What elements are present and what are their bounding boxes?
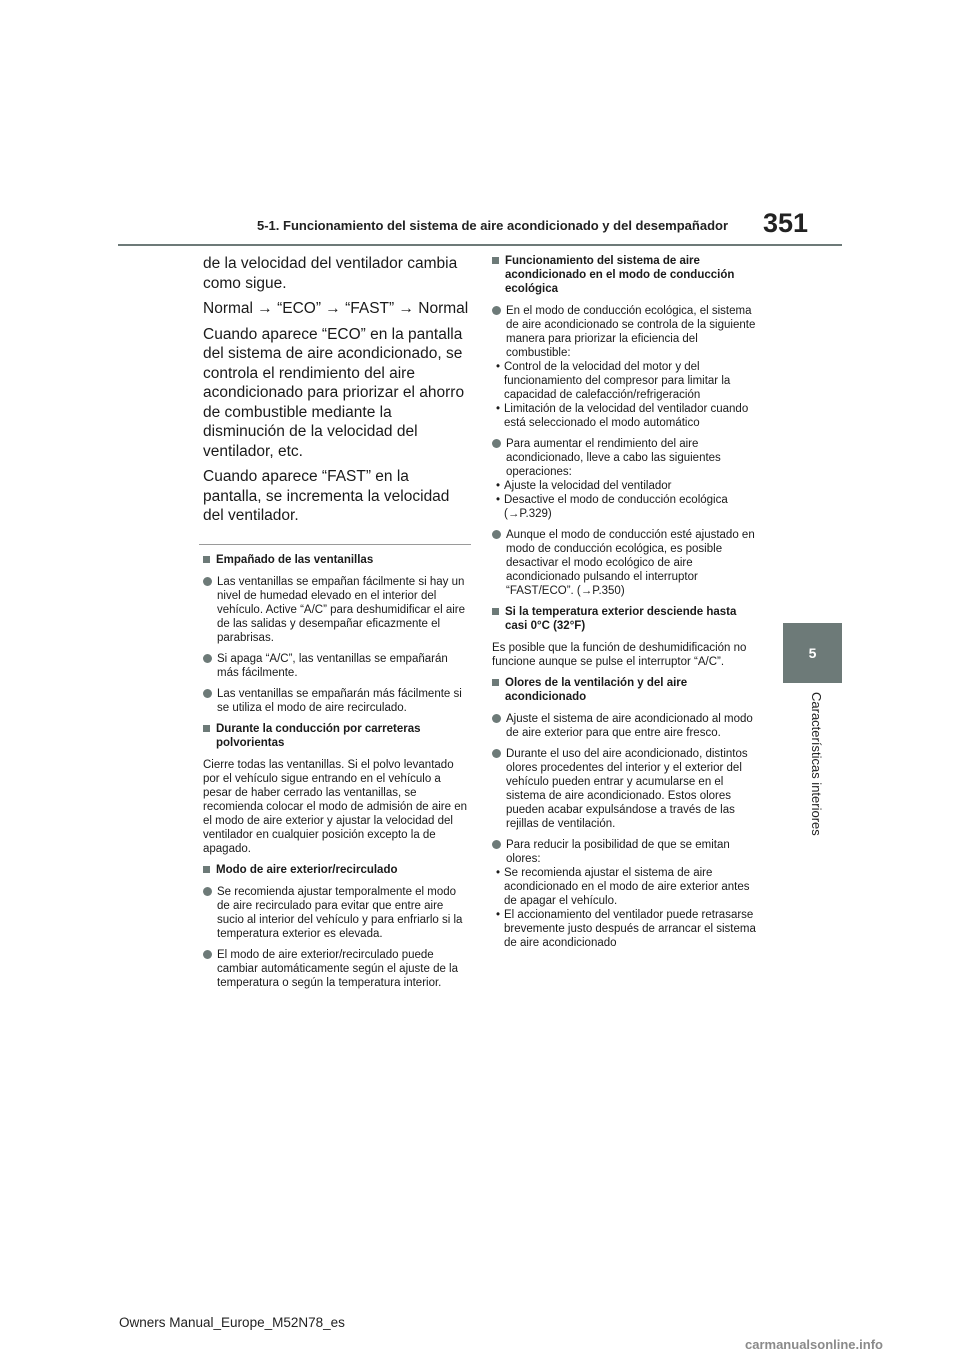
intro-paragraph: de la velocidad del ventilador cambia como sigue. [203, 255, 458, 292]
right-column [492, 254, 758, 957]
bullet-item: Se recomienda ajustar temporalmente el modo de aire recirculado para evitar que entre aire sucio al interior del vehículo y para enfriarlo si la temperatura exterior es elevada. [203, 885, 469, 941]
section-heading: Funcionamiento del sistema de aire acondicionado en el modo de conducción ecológica [492, 254, 758, 296]
square-bullet-icon [492, 608, 499, 615]
left-column [203, 254, 469, 997]
dot-marker-icon: • [495, 480, 501, 492]
section-heading: Si la temperatura exterior desciende hasta casi 0°C (32°F) [492, 605, 758, 633]
dot-marker-icon: • [495, 403, 501, 415]
circle-bullet-icon [203, 689, 212, 698]
circle-bullet-icon [492, 749, 501, 758]
circle-bullet-icon [203, 887, 212, 896]
paragraph: Cierre todas las ventanillas. Si el polvo levantado por el vehículo sigue entrando en el vehículo a pesar de haber cerrado las ventanillas, se recomienda colocar el modo de admisión de aire en el modo de aire exterior y ajustar la velocidad del ventilador en cualquier posición excepto la de apagado. [203, 758, 468, 855]
dot-marker-icon: • [495, 494, 501, 506]
bullet-item: Las ventanillas se empañarán más fácilmente si se utiliza el modo de aire recirculado. [203, 687, 469, 715]
chapter-label: Características interiores [809, 692, 824, 836]
intro-paragraph: Cuando aparece “ECO” en la pantalla del sistema de aire acondicionado, se controla el rendimiento del aire acondicionado para priorizar el ahorro de combustible mediante la disminución de la velocidad del ventilador, etc. [203, 325, 465, 460]
watermark: carmanualsonline.info [745, 1337, 883, 1352]
circle-bullet-icon [203, 654, 212, 663]
bullet-item: Aunque el modo de conducción esté ajustado en modo de conducción ecológica, es posible desactivar el modo ecológico de aire acondicionado pulsando el interruptor “FAST/ECO”. (→P.350) [492, 528, 758, 598]
circle-bullet-icon [492, 306, 501, 315]
intro-paragraph: Cuando aparece “FAST” en la pantalla, se incrementa la velocidad del ventilador. [203, 468, 450, 524]
dot-marker-icon: • [495, 909, 501, 921]
dot-marker-icon: • [495, 867, 501, 879]
circle-bullet-icon [492, 840, 501, 849]
chapter-tab [783, 623, 842, 683]
sub-item: • Ajuste la velocidad del ventilador [492, 479, 758, 493]
bullet-item: Para reducir la posibilidad de que se emitan olores: • Se recomienda ajustar el sistema de aire acondicionado en el modo de aire exterior antes de apagar el vehículo. • El accionamiento del ventilador puede retrasarse brevemente justo después de arrancar el sistema de aire acondicionado [492, 838, 758, 950]
header-divider [118, 244, 842, 246]
section-divider [199, 544, 471, 545]
paragraph: Es posible que la función de deshumidificación no funcione aunque se pulse el interruptor “A/C”. [492, 642, 747, 668]
bullet-item: Ajuste el sistema de aire acondicionado al modo de aire exterior para que entre aire fresco. [492, 712, 758, 740]
bullet-item: El modo de aire exterior/recirculado puede cambiar automáticamente según el ajuste de la temperatura o según la temperatura interior. [203, 948, 469, 990]
intro-paragraph: Normal → “ECO” → “FAST” → Normal [203, 300, 469, 317]
dot-marker-icon: • [495, 361, 501, 373]
sub-item: • Control de la velocidad del motor y del funcionamiento del compresor para limitar la capacidad de calefacción/refrigeración [492, 360, 758, 402]
sub-item: • Desactive el modo de conducción ecológica (→P.329) [492, 493, 758, 521]
bullet-item: Las ventanillas se empañan fácilmente si hay un nivel de humedad elevado en el interior del vehículo. Active “A/C” para deshumidificar el aire de las salidas y desempañar eficazmente el parabrisas. [203, 575, 469, 645]
chapter-number: 5 [808, 645, 817, 661]
circle-bullet-icon [492, 530, 501, 539]
bullet-item: Para aumentar el rendimiento del aire acondicionado, lleve a cabo las siguientes operaciones: • Ajuste la velocidad del ventilador • Desactive el modo de conducción ecológica (→P.329) [492, 437, 758, 521]
square-bullet-icon [203, 866, 210, 873]
circle-bullet-icon [492, 714, 501, 723]
square-bullet-icon [203, 556, 210, 563]
sub-item: • El accionamiento del ventilador puede retrasarse brevemente justo después de arrancar el sistema de aire acondicionado [492, 908, 758, 950]
sub-item: • Limitación de la velocidad del ventilador cuando está seleccionado el modo automático [492, 402, 758, 430]
square-bullet-icon [492, 679, 499, 686]
circle-bullet-icon [492, 439, 501, 448]
sub-item: • Se recomienda ajustar el sistema de aire acondicionado en el modo de aire exterior antes de apagar el vehículo. [492, 866, 758, 908]
intro-text [203, 254, 469, 526]
section-header-title: 5-1. Funcionamiento del sistema de aire acondicionado y del desempañador [257, 218, 729, 233]
bullet-item: Durante el uso del aire acondicionado, distintos olores procedentes del interior y el exterior del vehículo pueden entrar y acumularse en el sistema de aire acondicionado. Estos olores pueden acabar expulsándose a través de las rejillas de ventilación. [492, 747, 758, 831]
section-heading: Empañado de las ventanillas [203, 553, 469, 567]
footer-manual-id: Owners Manual_Europe_M52N78_es [119, 1315, 345, 1330]
circle-bullet-icon [203, 950, 212, 959]
section-heading: Durante la conducción por carreteras polvorientas [203, 722, 469, 750]
square-bullet-icon [492, 257, 499, 264]
bullet-item: Si apaga “A/C”, las ventanillas se empañarán más fácilmente. [203, 652, 469, 680]
bullet-item: En el modo de conducción ecológica, el sistema de aire acondicionado se controla de la siguiente manera para priorizar la eficiencia del combustible: • Control de la velocidad del motor y del funcionamiento del compresor para limitar la capacidad de calefacción/refrigeración • Limitación de la velocidad del ventilador cuando está seleccionado el modo automático [492, 304, 758, 430]
section-heading: Modo de aire exterior/recirculado [203, 863, 469, 877]
square-bullet-icon [203, 725, 210, 732]
section-heading: Olores de la ventilación y del aire acondicionado [492, 676, 758, 704]
page-number: 351 [763, 208, 809, 238]
circle-bullet-icon [203, 577, 212, 586]
